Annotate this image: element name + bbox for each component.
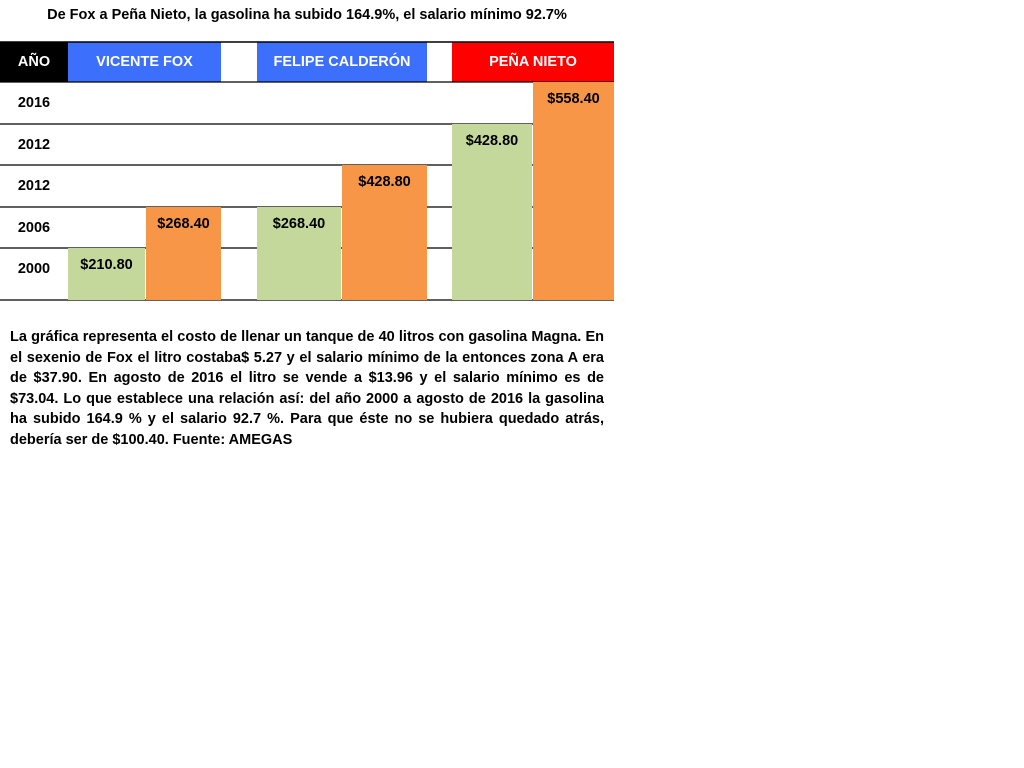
year-label: 2012 bbox=[17, 136, 51, 153]
header-group-label: FELIPE CALDERÓN bbox=[273, 53, 411, 70]
bar-value-label: $268.40 bbox=[272, 216, 326, 232]
header-year-label: AÑO bbox=[17, 53, 51, 70]
header-group-label: VICENTE FOX bbox=[96, 53, 193, 70]
chart-area bbox=[0, 0, 620, 310]
header-group-label: PEÑA NIETO bbox=[489, 53, 577, 70]
year-label: 2006 bbox=[17, 219, 51, 236]
description-paragraph: La gráfica representa el costo de llenar un tanque de 40 litros con gasolina Magna. En el sexenio de Fox el litro costaba$ 5.27 y el salario mínimo de la entonces zona A era de $37.90. En agosto de 2016 el litro se vende a $13.96 y el salario mínimo es de $73.04. Lo que establece una relación así: del año 2000 a agosto de 2016 la gasolina ha subido 164.9 % y el salario 92.7 %. Para que éste no se hubiera quedado atrás, debería ser de $100.40. Fuente: AMEGAS bbox=[10, 329, 604, 448]
bar-value-label: $268.40 bbox=[157, 216, 210, 232]
year-label: 2000 bbox=[17, 260, 51, 277]
bar-value-label: $210.80 bbox=[80, 257, 133, 273]
bar-value-label: $428.80 bbox=[358, 174, 411, 190]
year-label: 2016 bbox=[17, 94, 51, 111]
bar-2-1 bbox=[533, 82, 614, 300]
year-label: 2012 bbox=[17, 177, 51, 194]
bar-value-label: $558.40 bbox=[547, 91, 600, 107]
bar-value-label: $428.80 bbox=[465, 133, 519, 149]
chart-title: De Fox a Peña Nieto, la gasolina ha subido 164.9%, el salario mínimo 92.7% bbox=[47, 7, 567, 23]
